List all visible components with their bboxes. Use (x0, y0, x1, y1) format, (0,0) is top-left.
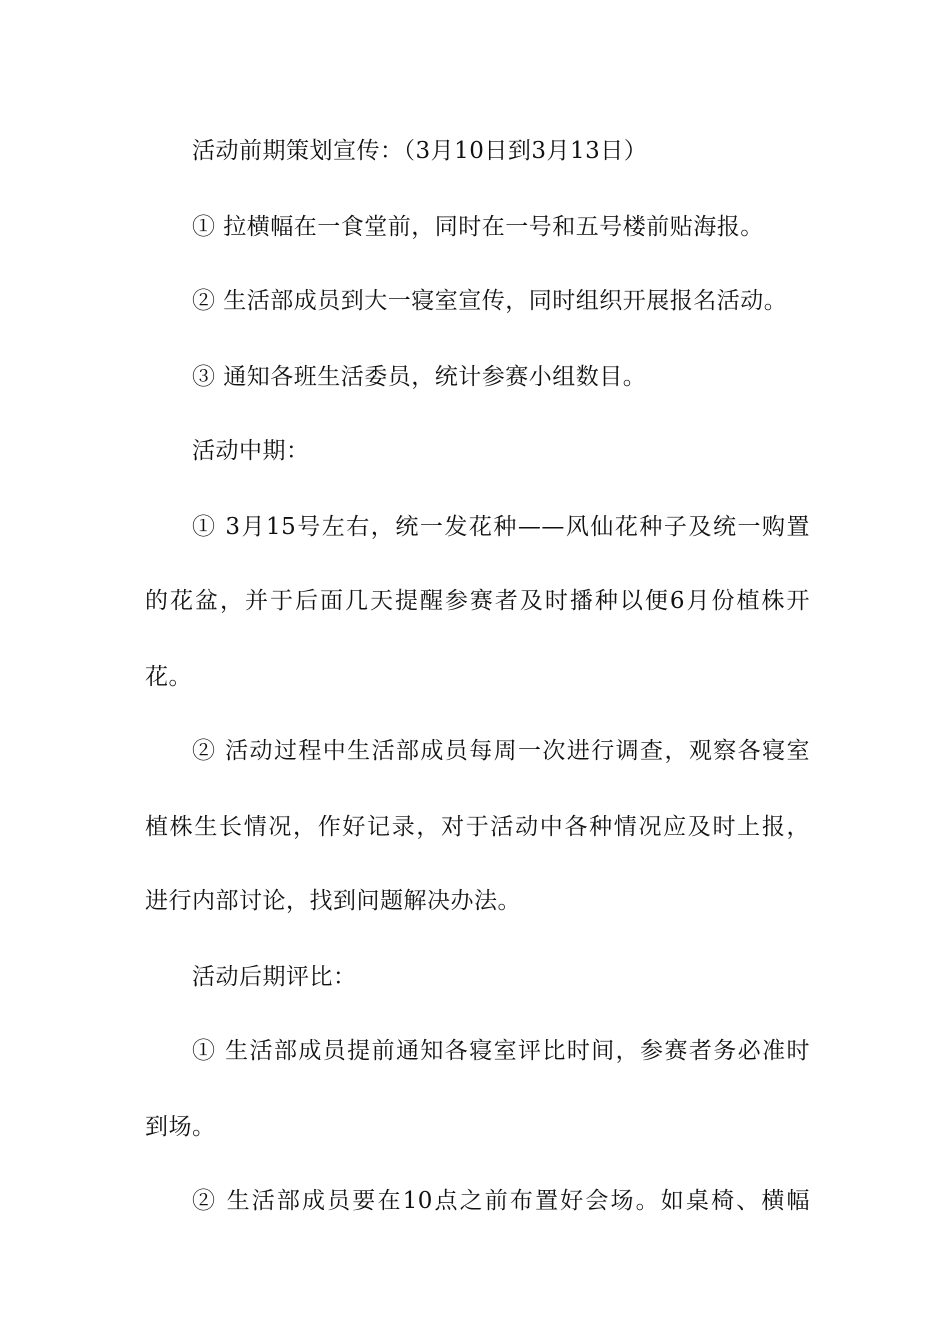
paragraph-line: ① 3月15号左右，统一发花种——风仙花种子及统一购置 (192, 514, 810, 540)
paragraph-line: ③ 通知各班生活委员，统计参赛小组数目。 (192, 364, 647, 390)
paragraph-line: 植株生长情况，作好记录，对于活动中各种情况应及时上报， (145, 814, 810, 840)
paragraph-line: 到场。 (145, 1114, 216, 1140)
section-heading-mid-phase: 活动中期： (192, 438, 310, 464)
paragraph-line: 的花盆，并于后面几天提醒参赛者及时播种以便6月份植株开 (145, 588, 810, 614)
section-heading-late-phase: 活动后期评比： (192, 964, 357, 990)
paragraph-line: 进行内部讨论，找到问题解决办法。 (145, 888, 521, 914)
paragraph-line: ① 拉横幅在一食堂前，同时在一号和五号楼前贴海报。 (192, 214, 764, 240)
paragraph-line: ② 活动过程中生活部成员每周一次进行调查，观察各寝室 (192, 738, 810, 764)
paragraph-line: ② 生活部成员到大一寝室宣传，同时组织开展报名活动。 (192, 288, 788, 314)
section-heading-early-phase: 活动前期策划宣传：（3月10日到3月13日） (192, 138, 648, 164)
paragraph-line: ① 生活部成员提前通知各寝室评比时间，参赛者务必准时 (192, 1038, 810, 1064)
paragraph-line: ② 生活部成员要在10点之前布置好会场。如桌椅、横幅 (192, 1188, 810, 1214)
paragraph-line: 花。 (145, 664, 192, 690)
